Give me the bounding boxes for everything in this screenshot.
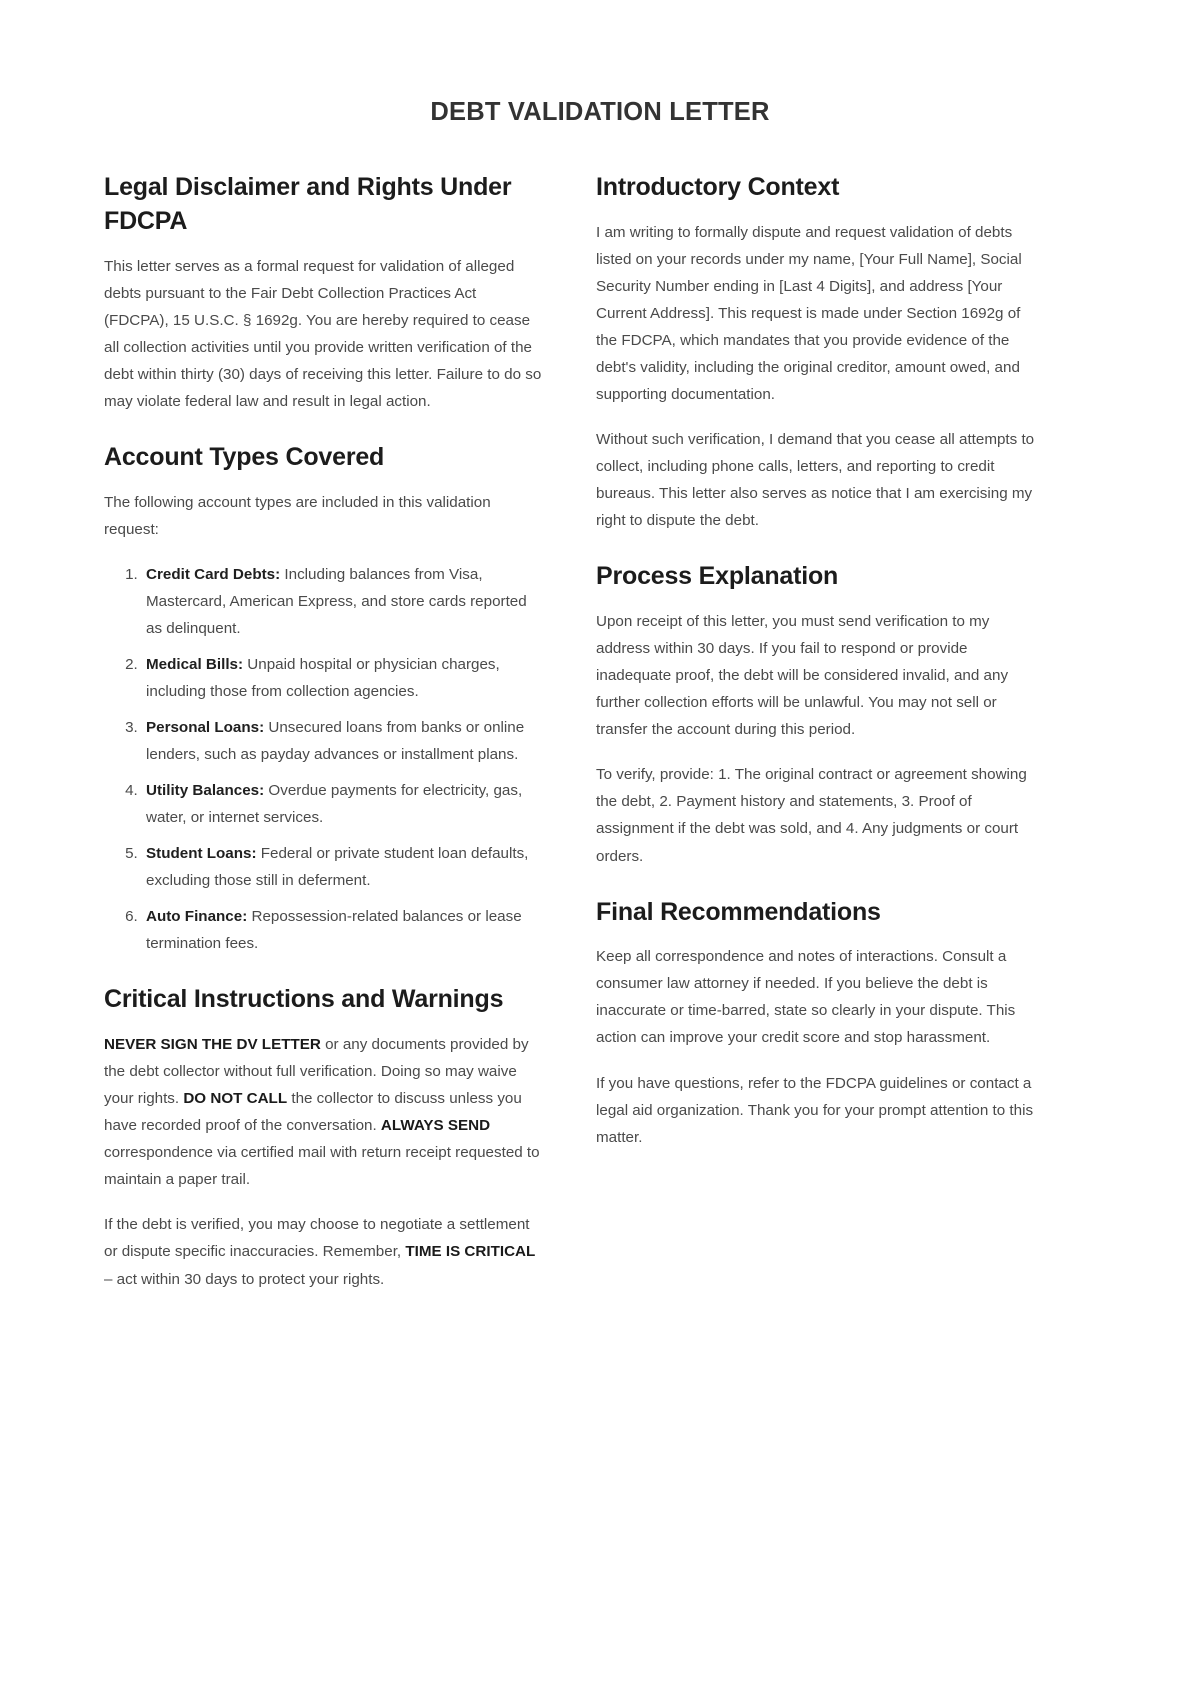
warning-time-is-critical: TIME IS CRITICAL bbox=[405, 1243, 536, 1261]
list-item-description: Unpaid hospital or physician charges, including those from collection agencies. bbox=[146, 655, 500, 700]
list-item-term: Utility Balances: bbox=[146, 782, 265, 800]
right-column bbox=[596, 171, 1036, 1151]
section-heading-account-types: Account Types Covered bbox=[104, 442, 385, 471]
section-heading-process-explanation: Process Explanation bbox=[596, 562, 839, 591]
account-types-list bbox=[104, 561, 544, 958]
warning-never-sign: NEVER SIGN THE DV LETTER bbox=[104, 1036, 321, 1054]
list-item bbox=[142, 903, 544, 957]
list-item-description: Including balances from Visa, Mastercard, American Express, and store cards reported as delinquent. bbox=[146, 565, 527, 637]
list-item bbox=[142, 714, 544, 768]
section-heading-final-recommendations: Final Recommendations bbox=[596, 897, 881, 926]
introductory-context-paragraph-1: I am writing to formally dispute and request validation of debts listed on your records under my name, [Your Full Name], Social Security Number ending in [Last 4 Digits], and address [Your Current Address]. This request is made under Section 1692g of the FDCPA, which mandates that you provide evidence of the debt's validity, including the original creditor, amount owed, and supporting documentation. bbox=[596, 223, 1022, 404]
list-item-description: Federal or private student loan defaults, excluding those still in deferment. bbox=[146, 845, 529, 890]
negotiation-paragraph bbox=[104, 1211, 544, 1292]
left-column bbox=[104, 171, 544, 1292]
negotiation-text-2: – act within 30 days to protect your rights. bbox=[104, 1270, 385, 1288]
negotiation-text-1: If the debt is verified, you may choose to negotiate a settlement or dispute specific inaccuracies. Remember, bbox=[104, 1216, 530, 1261]
list-item-description: Repossession-related balances or lease termination fees. bbox=[146, 908, 522, 953]
warning-do-not-call: DO NOT CALL bbox=[183, 1090, 288, 1108]
warning-text-2: the collector to discuss unless you have recorded proof of the conversation. bbox=[104, 1090, 522, 1135]
final-recommendations-paragraph-1: Keep all correspondence and notes of interactions. Consult a consumer law attorney if needed. If you believe the debt is inaccurate or time-barred, state so clearly in your dispute. This action can improve your credit score and stop harassment. bbox=[596, 948, 1016, 1047]
list-item-term: Personal Loans: bbox=[146, 719, 265, 736]
critical-warnings-paragraph bbox=[104, 1031, 544, 1193]
two-column-body bbox=[104, 171, 1096, 1292]
list-item-term: Medical Bills: bbox=[146, 655, 244, 673]
list-item bbox=[142, 840, 544, 894]
list-item bbox=[142, 651, 544, 705]
list-item-term: Auto Finance: bbox=[146, 908, 248, 926]
list-item bbox=[142, 777, 544, 831]
list-item bbox=[142, 561, 544, 642]
list-item-term: Student Loans: bbox=[146, 845, 257, 863]
page-title: DEBT VALIDATION LETTER bbox=[430, 98, 770, 126]
final-recommendations-paragraph-2: If you have questions, refer to the FDCPA guidelines or contact a legal aid organization. Thank you for your prompt attention to this matter. bbox=[596, 1074, 1034, 1146]
list-item-description: Overdue payments for electricity, gas, water, or internet services. bbox=[146, 782, 523, 827]
warning-always-send: ALWAYS SEND bbox=[380, 1117, 491, 1135]
account-types-intro: The following account types are included in this validation request: bbox=[104, 493, 491, 538]
section-heading-introductory-context: Introductory Context bbox=[596, 173, 840, 202]
warning-text-3: correspondence via certified mail with return receipt requested to maintain a paper trail. bbox=[104, 1144, 540, 1189]
list-item-description: Unsecured loans from banks or online lenders, such as payday advances or installment plans. bbox=[146, 719, 525, 764]
process-explanation-paragraph-2: To verify, provide: 1. The original contract or agreement showing the debt, 2. Payment history and statements, 3. Proof of assignment if the debt was sold, and 4. Any judgments or court orders. bbox=[596, 766, 1027, 865]
process-explanation-paragraph-1: Upon receipt of this letter, you must send verification to my address within 30 days. If you fail to respond or provide inadequate proof, the debt will be considered invalid, and any further collection efforts will be unlawful. You may not sell or transfer the account during this period. bbox=[596, 613, 1009, 739]
legal-disclaimer-paragraph: This letter serves as a formal request for validation of alleged debts pursuant to the Fair Debt Collection Practices Act (FDCPA), 15 U.S.C. § 1692g. You are hereby required to cease all collection activities until you provide written verification of the debt within thirty (30) days of receiving this letter. Failure to do so may violate federal law and result in legal action. bbox=[104, 257, 542, 410]
list-item-term: Credit Card Debts: bbox=[146, 565, 281, 583]
section-heading-critical-instructions: Critical Instructions and Warnings bbox=[104, 985, 504, 1014]
introductory-context-paragraph-2: Without such verification, I demand that you cease all attempts to collect, including phone calls, letters, and reporting to credit bureaus. This letter also serves as notice that I am exercising my right to dispute the debt. bbox=[596, 431, 1035, 530]
section-heading-legal-disclaimer: Legal Disclaimer and Rights Under FDCPA bbox=[104, 173, 512, 235]
warning-text-1: or any documents provided by the debt collector without full verification. Doing so may waive your rights. bbox=[104, 1036, 529, 1108]
